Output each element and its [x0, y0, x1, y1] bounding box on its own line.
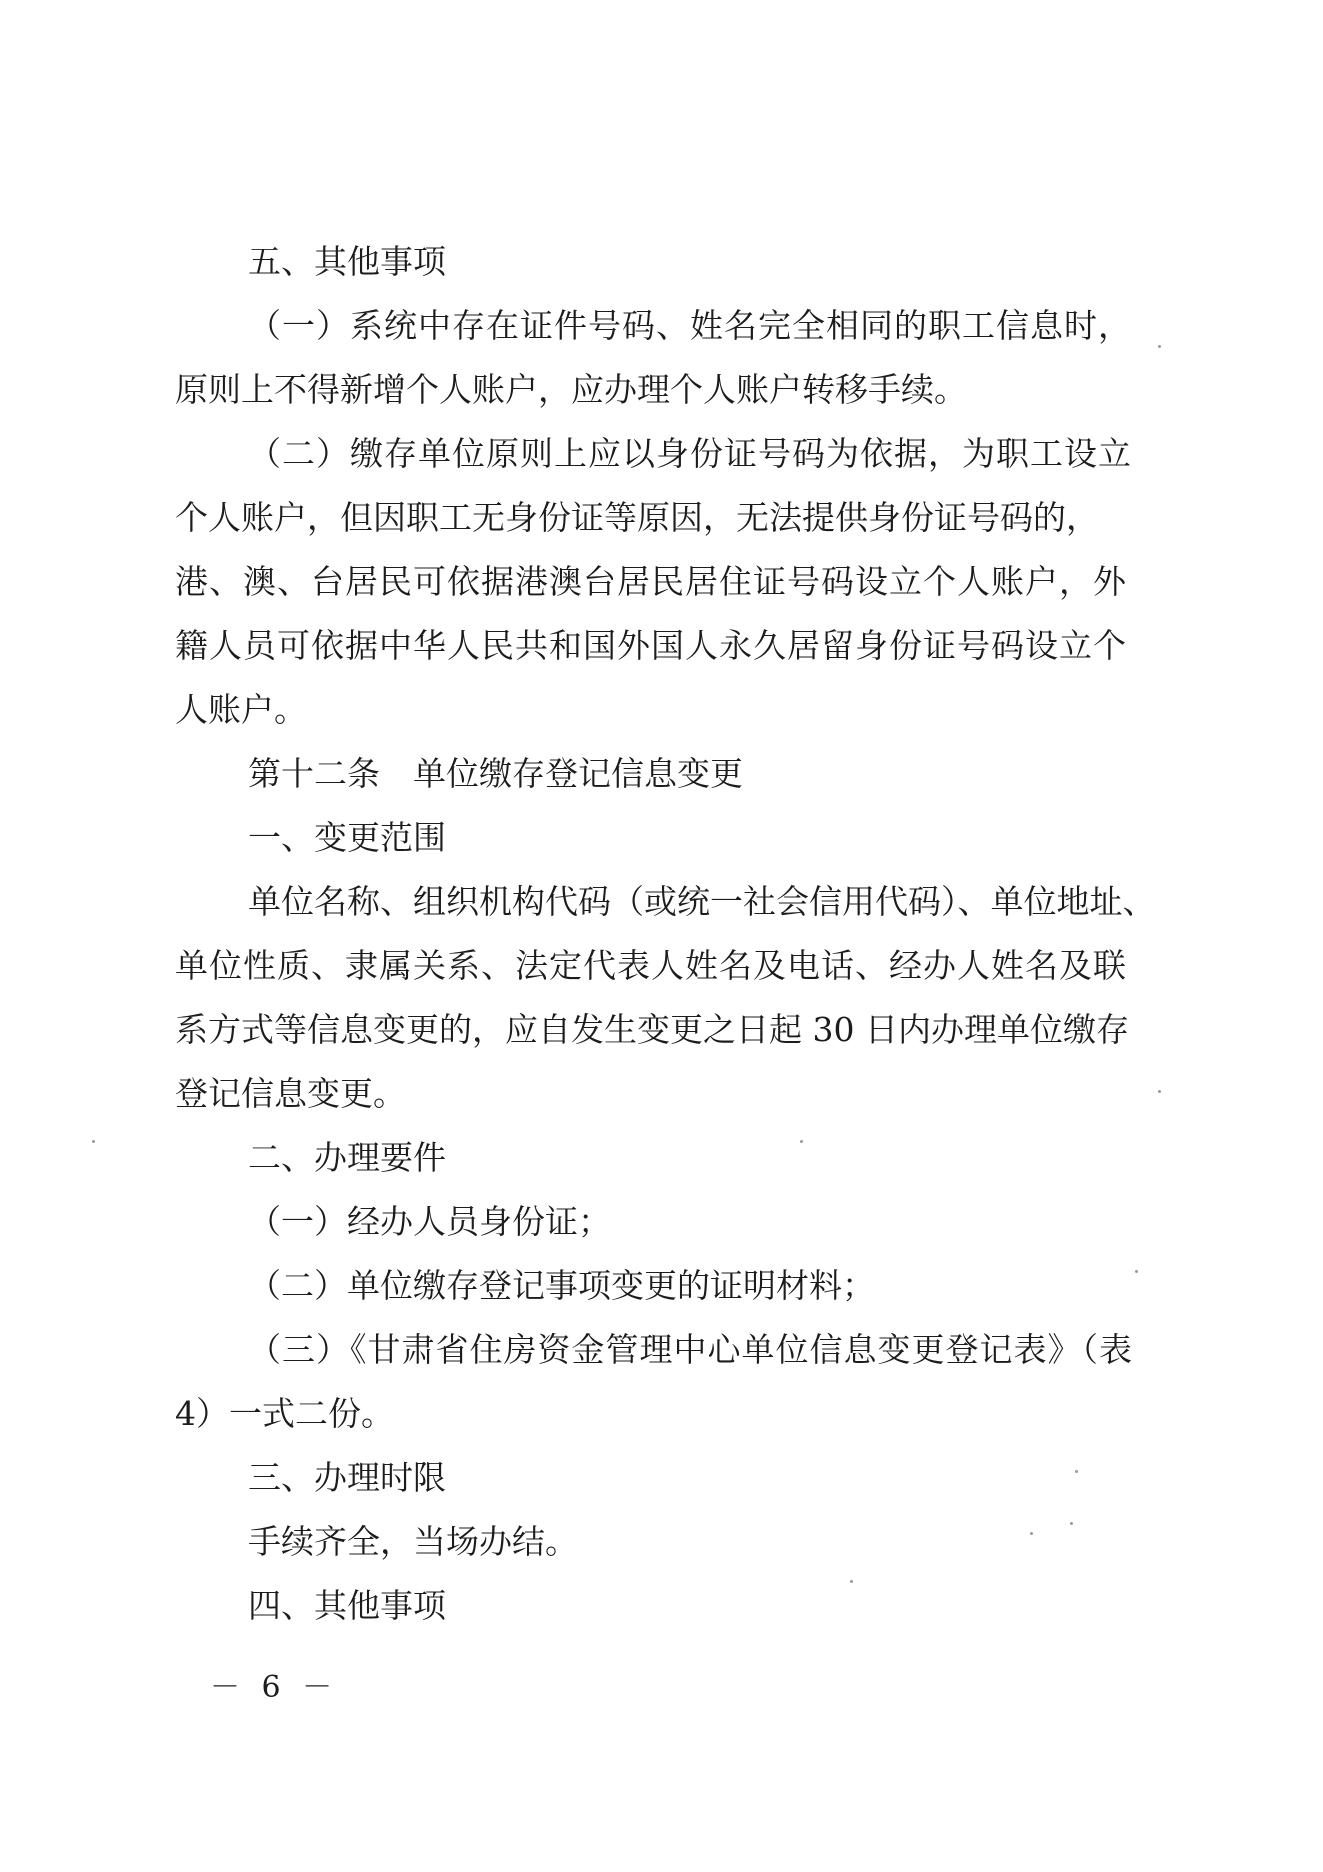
list-item: （二）单位缴存登记事项变更的证明材料； — [248, 1266, 875, 1305]
scan-speck — [1070, 1522, 1073, 1525]
paragraph-line: 单位性质、隶属关系、法定代表人姓名及电话、经办人姓名及联 — [175, 946, 1127, 985]
scan-speck — [1158, 1090, 1161, 1093]
section-heading-change-scope: 一、变更范围 — [248, 818, 446, 857]
paragraph-line: 个人账户，但因职工无身份证等原因，无法提供身份证号码的， — [175, 498, 1099, 537]
paragraph-line: 港、澳、台居民可依据港澳台居民居住证号码设立个人账户，外 — [175, 562, 1127, 601]
page-number: － 6 － — [210, 1670, 339, 1705]
section-heading-other-matters-2: 四、其他事项 — [248, 1586, 446, 1625]
paragraph-line: 登记信息变更。 — [175, 1074, 406, 1113]
scan-speck — [92, 1140, 95, 1143]
paragraph-line: 系方式等信息变更的，应自发生变更之日起 30 日内办理单位缴存 — [175, 1010, 1129, 1049]
paragraph-line: 手续齐全，当场办结。 — [248, 1522, 578, 1561]
list-item-continuation: 4）一式二份。 — [175, 1394, 394, 1433]
paragraph-line: （一）系统中存在证件号码、姓名完全相同的职工信息时， — [248, 306, 1132, 345]
list-item: （三）《甘肃省住房资金管理中心单位信息变更登记表》（表 — [248, 1330, 1133, 1369]
scan-speck — [800, 1140, 803, 1143]
paragraph-line: 籍人员可依据中华人民共和国外国人永久居留身份证号码设立个 — [175, 626, 1127, 665]
scan-speck — [850, 1580, 853, 1583]
scan-speck — [1158, 345, 1161, 348]
paragraph-line: 单位名称、组织机构代码（或统一社会信用代码）、单位地址、 — [248, 882, 1156, 921]
list-item: （一）经办人员身份证； — [248, 1202, 611, 1241]
section-heading-other-matters: 五、其他事项 — [248, 242, 446, 281]
paragraph-line: 人账户。 — [175, 690, 307, 729]
paragraph-line: 原则上不得新增个人账户，应办理个人账户转移手续。 — [175, 370, 967, 409]
scan-speck — [1030, 1532, 1033, 1535]
section-heading-requirements: 二、办理要件 — [248, 1138, 446, 1177]
scan-speck — [1075, 1470, 1078, 1473]
scan-speck — [1135, 1270, 1138, 1273]
article-heading: 第十二条 单位缴存登记信息变更 — [248, 754, 743, 793]
section-heading-time-limit: 三、办理时限 — [248, 1458, 446, 1497]
paragraph-line: （二）缴存单位原则上应以身份证号码为依据，为职工设立 — [248, 434, 1132, 473]
